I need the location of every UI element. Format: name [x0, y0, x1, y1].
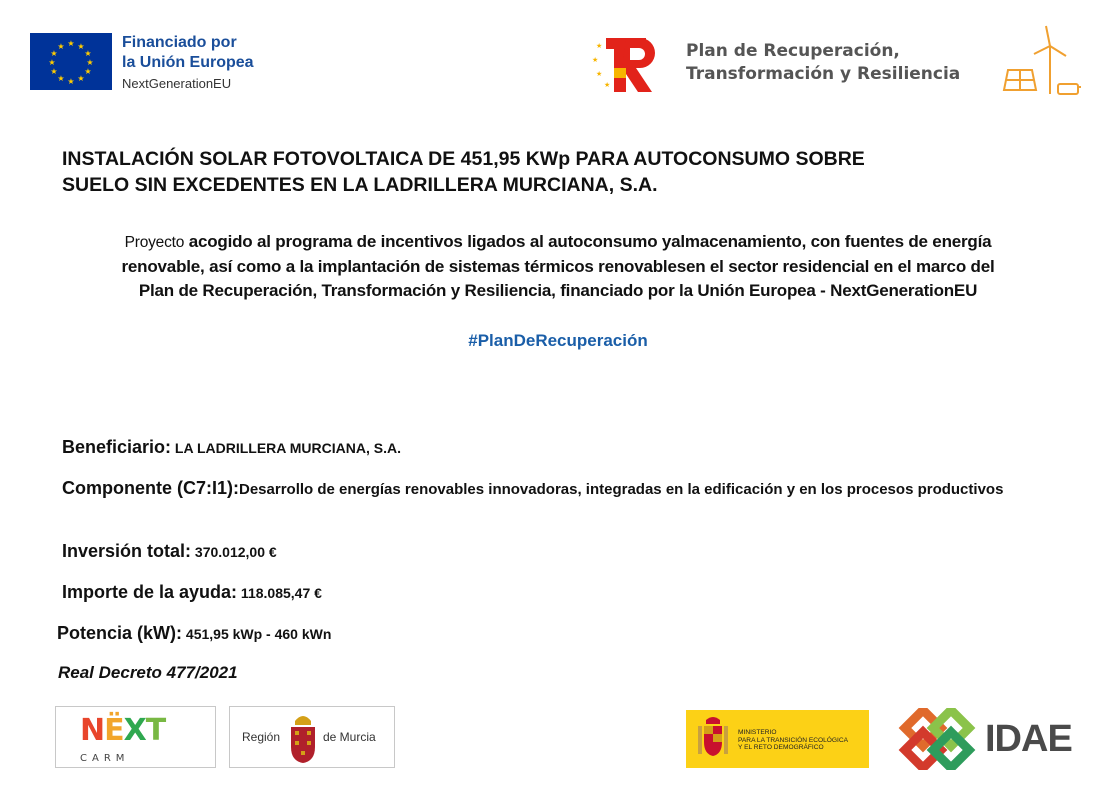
- field-componente: [62, 478, 1022, 500]
- svg-text:★: ★: [596, 42, 603, 50]
- program-line-3: Plan de Recuperación, Transformación y Resiliencia, financiado por la Unión Europea - NextGenerationEU: [138, 281, 978, 300]
- region-murcia-logo: [229, 706, 395, 768]
- wind-solar-icon: [1002, 24, 1084, 98]
- program-line-1: acogido al programa de incentivos ligados al autoconsumo yalmacenamiento, con fuentes de energía: [184, 232, 992, 251]
- svg-text:★: ★: [77, 42, 85, 51]
- svg-text:★: ★: [596, 70, 603, 78]
- eu-line-3: NextGenerationEU: [122, 76, 232, 91]
- beneficiario-value: LA LADRILLERA MURCIANA, S.A.: [171, 440, 401, 456]
- prtr-line-2: Transformación y Resiliencia: [686, 64, 961, 84]
- ayuda-label: Importe de la ayuda:: [62, 582, 238, 602]
- program-line-2: renovable, así como a la implantación de sistemas térmicos renovablesen el sector residencial en el marco del: [121, 257, 995, 276]
- svg-text:★: ★: [604, 81, 611, 89]
- murcia-right-text: de Murcia: [323, 730, 376, 744]
- ayuda-value: 118.085,47 €: [237, 585, 322, 601]
- murcia-shield-icon: [287, 711, 319, 765]
- title-line-1: INSTALACIÓN SOLAR FOTOVOLTAICA DE 451,95 KWp PARA AUTOCONSUMO SOBRE: [62, 148, 865, 170]
- eu-line-1: Financiado por: [122, 34, 237, 51]
- next-carm-logo: [55, 706, 216, 768]
- idae-wordmark: IDAE: [985, 717, 1072, 760]
- svg-text:★: ★: [57, 42, 65, 51]
- next-letter-e: Ë: [104, 713, 124, 748]
- potencia-label: Potencia (kW):: [57, 623, 183, 643]
- svg-text:★: ★: [86, 58, 94, 67]
- ministry-line-1: MINISTERIO: [738, 729, 777, 736]
- ministry-line-2: PARA LA TRANSICIÓN ECOLÓGICA: [738, 736, 849, 744]
- field-ayuda: [62, 582, 322, 603]
- field-beneficiario: [62, 437, 401, 458]
- svg-text:★: ★: [48, 58, 56, 67]
- svg-text:★: ★: [592, 56, 599, 64]
- beneficiario-label: Beneficiario:: [62, 437, 172, 457]
- componente-value: Desarrollo de energías renovables innovadoras, integradas en la edificación y en los procesos productivos: [239, 481, 1004, 498]
- prtr-line-1: Plan de Recuperación,: [686, 41, 900, 61]
- svg-text:★: ★: [67, 39, 75, 48]
- potencia-value: 451,95 kWp - 460 kWn: [182, 626, 332, 642]
- inversion-label: Inversión total:: [62, 541, 192, 561]
- prtr-logo-icon: [592, 32, 670, 94]
- decree: Real Decreto 477/2021: [58, 663, 238, 682]
- carm-label: CARM: [80, 753, 130, 764]
- next-letter-x: X: [123, 713, 146, 748]
- next-wordmark: [80, 713, 165, 748]
- eu-line-2: la Unión Europea: [122, 54, 254, 71]
- field-inversion: [62, 541, 277, 562]
- svg-text:★: ★: [84, 49, 92, 58]
- svg-text:★: ★: [84, 67, 92, 76]
- eu-flag-icon: [30, 33, 112, 90]
- eu-funding-logo: [30, 33, 254, 93]
- svg-text:★: ★: [50, 49, 58, 58]
- svg-text:★: ★: [67, 77, 75, 86]
- spain-shield-icon: [694, 716, 732, 762]
- svg-text:★: ★: [77, 74, 85, 83]
- hashtag: #PlanDeRecuperación: [468, 331, 648, 350]
- svg-text:★: ★: [50, 67, 58, 76]
- svg-text:★: ★: [57, 74, 65, 83]
- program-description: [58, 230, 1058, 303]
- murcia-left-text: Región: [242, 730, 281, 744]
- project-title: [62, 146, 1072, 198]
- title-line-2: SUELO SIN EXCEDENTES EN LA LADRILLERA MURCIANA, S.A.: [62, 174, 658, 196]
- next-letter-n: N: [80, 713, 105, 748]
- idae-logo: [893, 708, 1072, 770]
- ministry-logo: [686, 710, 869, 768]
- ministry-line-3: Y EL RETO DEMOGRÁFICO: [738, 744, 824, 752]
- idae-mark-icon: [893, 708, 981, 770]
- field-potencia: [57, 623, 331, 644]
- program-lead: Proyecto: [124, 234, 185, 251]
- next-letter-t: T: [145, 713, 166, 748]
- inversion-value: 370.012,00 €: [191, 544, 277, 560]
- prtr-logo: [592, 32, 960, 94]
- componente-label: Componente (C7:I1):: [62, 478, 239, 498]
